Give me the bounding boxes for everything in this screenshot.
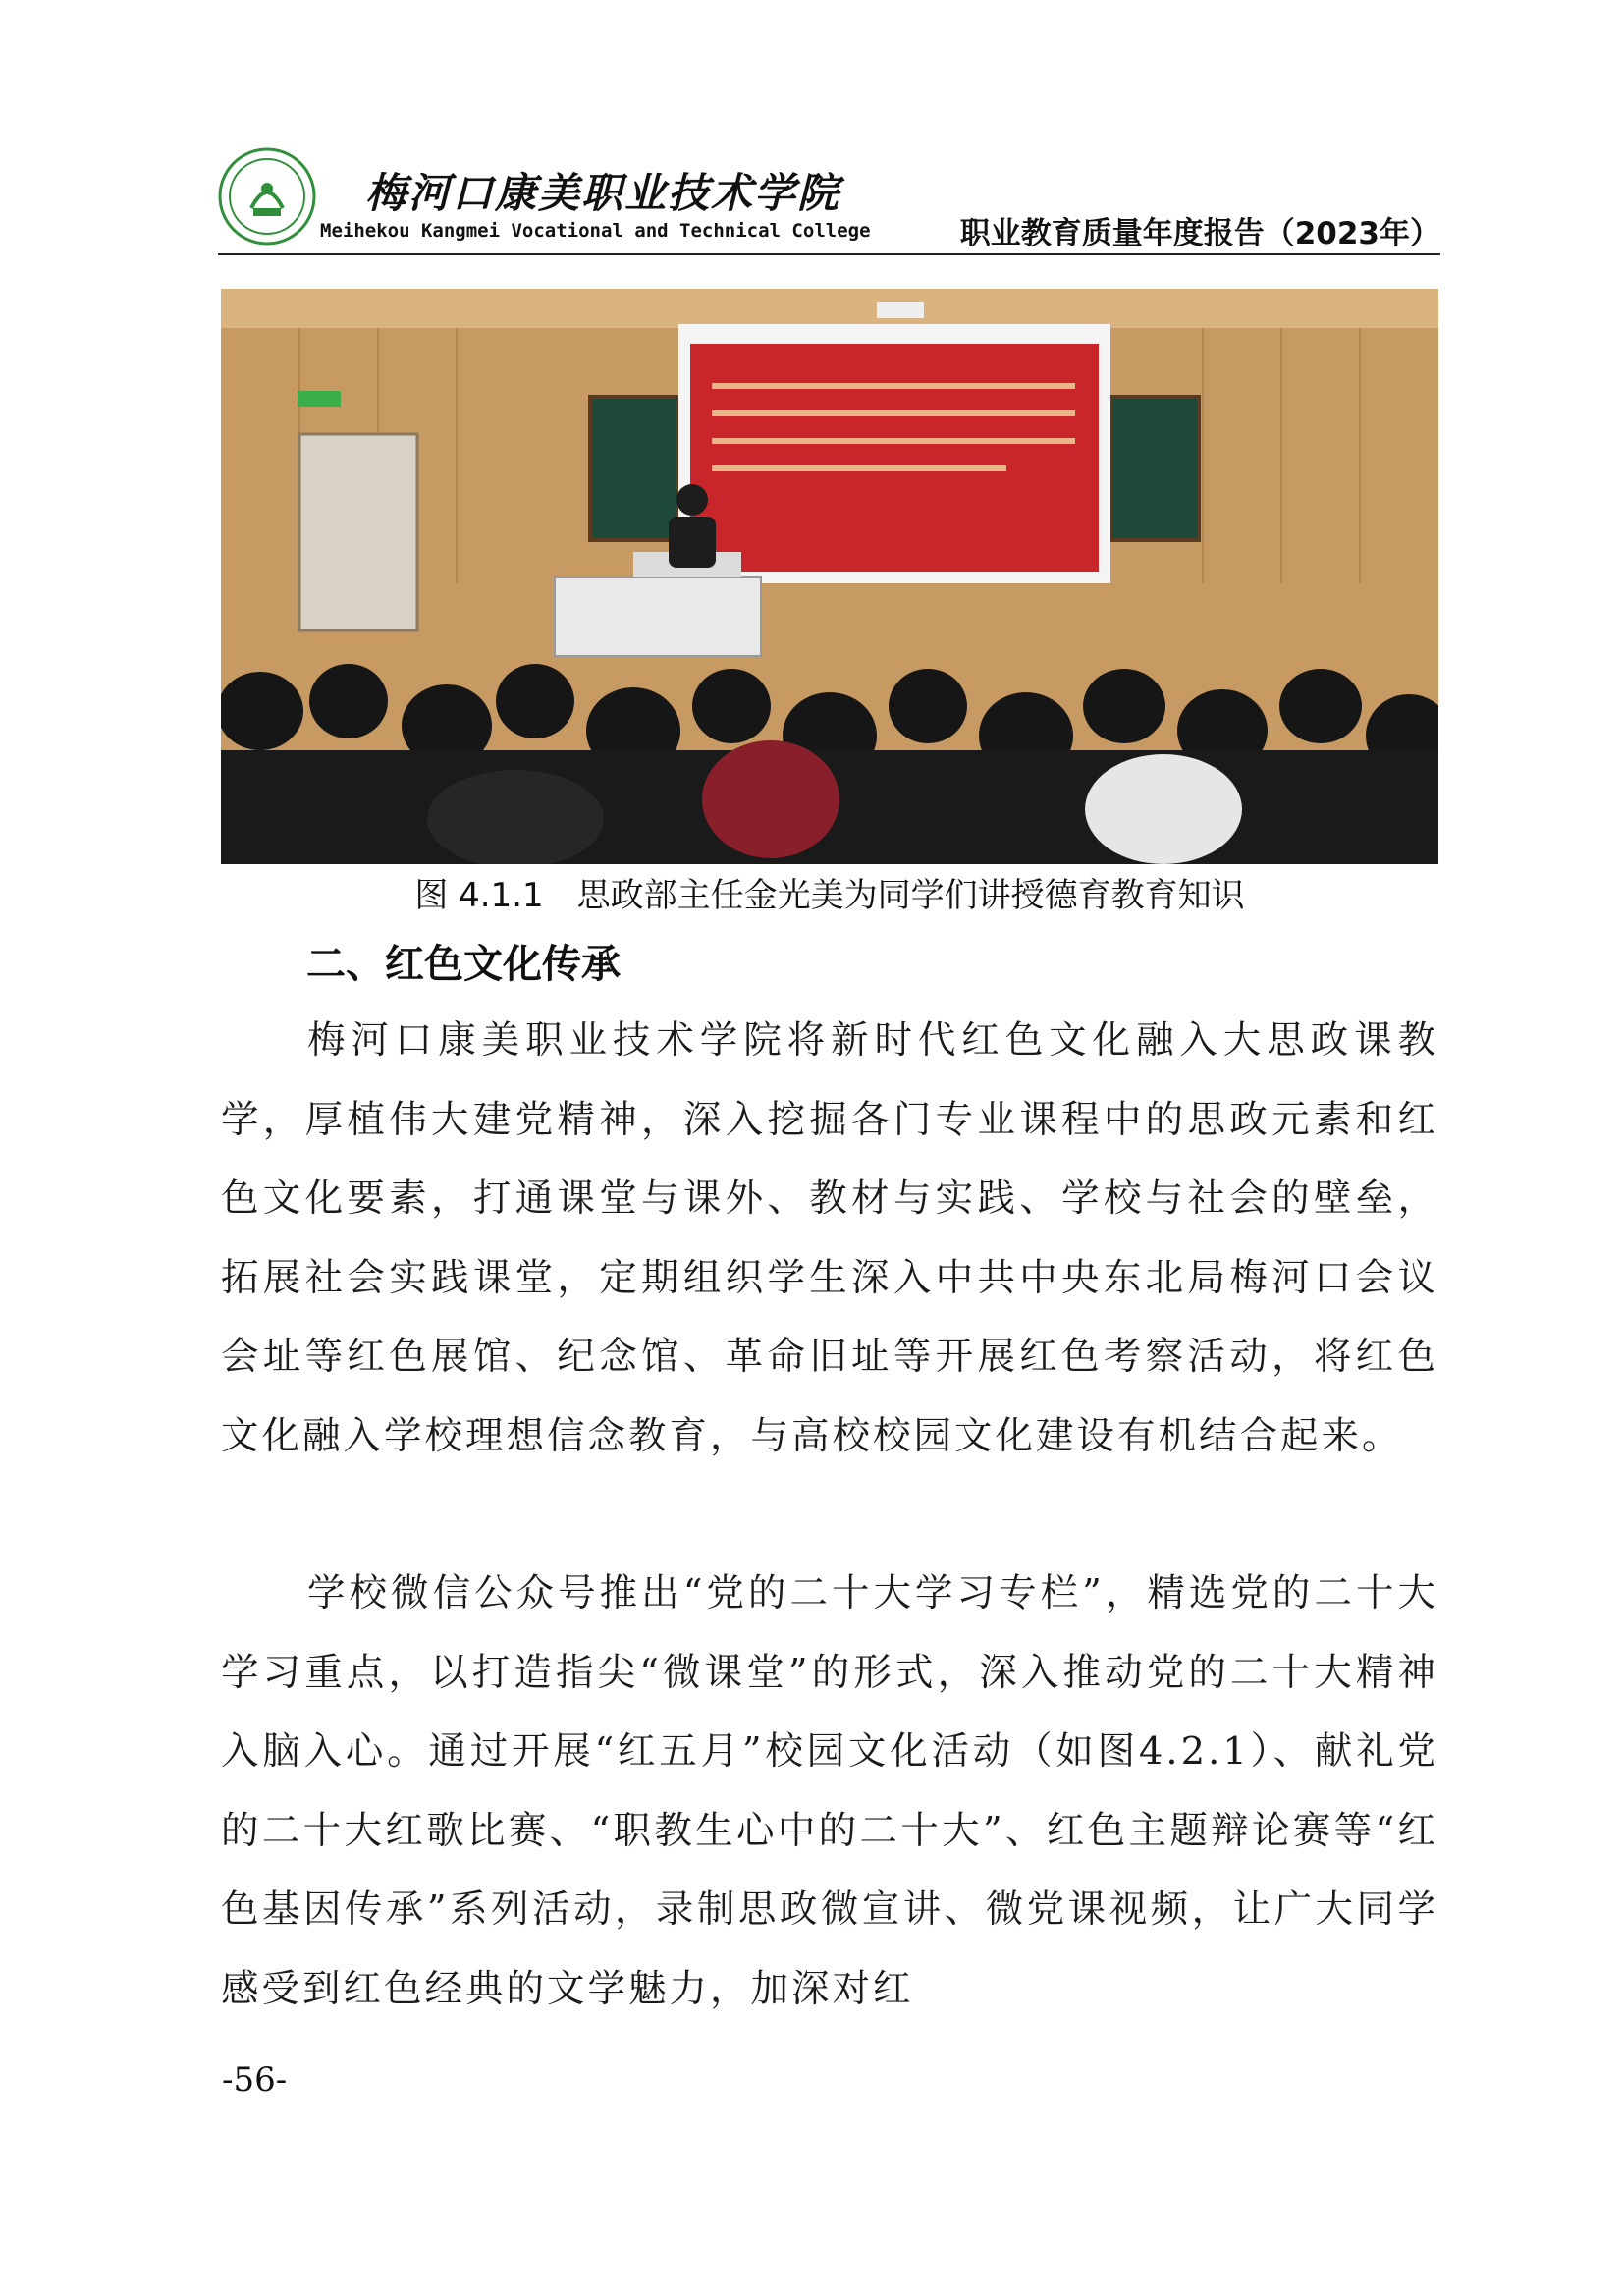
figure-caption: 图 4.1.1 思政部主任金光美为同学们讲授德育教育知识 bbox=[414, 876, 1245, 915]
college-logo-icon bbox=[218, 147, 316, 246]
school-name-chinese: 梅河口康美职业技术学院 bbox=[365, 169, 841, 217]
body-paragraph: 梅河口康美职业技术学院将新时代红色文化融入大思政课教学，厚植伟大建党精神，深入挖掘各门专业课程中的思政元素和红色文化要素，打通课堂与课外、教材与实践、学校与社会的壁垒，拓展社会实践课堂，定期组织学生深入中共中央东北局梅河口会议会址等红色展馆、纪念馆、革命旧址等开展红色考察活动，将红色文化融入学校理想信念教育，与高校校园文化建设有机结合起来。 bbox=[221, 1018, 1438, 1458]
section-heading: 二、红色文化传承 bbox=[306, 942, 621, 987]
header-divider bbox=[218, 253, 1440, 255]
lecture-photo bbox=[221, 289, 1438, 864]
body-paragraph: 学校微信公众号推出“党的二十大学习专栏”，精选党的二十大学习重点，以打造指尖“微课堂”的形式，深入推动党的二十大精神入脑入心。通过开展“红五月”校园文化活动（如图4.2.1）、献礼党的二十大红歌比赛、“职教生心中的二十大”、红色主题辩论赛等“红色基因传承”系列活动，录制思政微宣讲、微党课视频，让广大同学感受到红色经典的文学魅力，加深对红 bbox=[221, 1571, 1438, 2011]
page-number: -56- bbox=[222, 2060, 288, 2100]
report-title: 职业教育质量年度报告（2023年） bbox=[959, 216, 1440, 251]
page-header bbox=[218, 137, 1440, 253]
school-name-english: Meihekou Kangmei Vocational and Technical College bbox=[320, 220, 871, 242]
